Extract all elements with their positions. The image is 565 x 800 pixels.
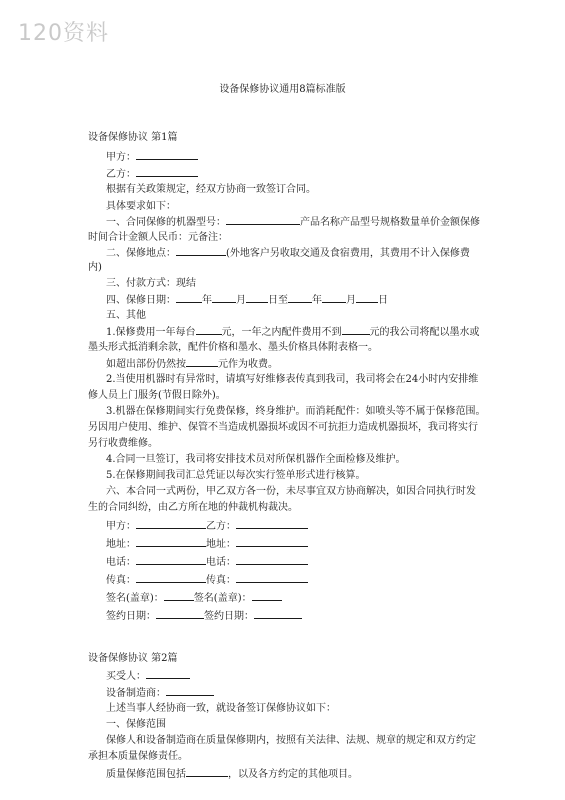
item-3: 3.机器在保修期间实行免费保修，终身维护。而消耗配件：如喷头等不属于保修范围。 <box>106 406 486 417</box>
section-2-heading: 设备保修协议 第2篇 <box>88 653 178 664</box>
party-b-line: 乙方： <box>106 166 198 182</box>
intro-text: 根据有关政策规定，经双方协商一致签订合同。 <box>106 184 316 195</box>
clause-6-cont: 生的合同纠纷，由乙方所在地的仲裁机构裁决。 <box>88 502 298 513</box>
requirements-label: 具体要求如下： <box>106 201 176 212</box>
buyer-line: 买受人： <box>106 668 190 684</box>
signature-date-row: 签约日期： 签约日期： <box>106 608 302 624</box>
section-1-heading: 设备保修协议 第1篇 <box>88 132 178 143</box>
clause-4-dates: 四、保修日期： 年 月 日至 年 月 日 <box>106 292 388 308</box>
clause-3: 三、付款方式：现结 <box>106 278 196 289</box>
watermark-logo: 120资料 <box>18 21 109 46</box>
item-5: 5.在保修期间我司汇总凭证以每次实行签单形式进行核算。 <box>106 470 366 481</box>
clause-5: 五、其他 <box>106 310 146 321</box>
section-2-para-1-cont: 承担本质量保修责任。 <box>88 751 188 762</box>
party-a-line: 甲方： <box>106 149 198 165</box>
signature-fax-row: 传真： 传真： <box>106 572 308 588</box>
clause-1-cont: 时间合计金额人民币：元备注： <box>88 232 228 243</box>
section-2-intro: 上述当事人经协商一致，就设备签订保修协议如下： <box>106 703 336 714</box>
item-2-cont: 修人员上门服务(节假日除外)。 <box>88 390 226 401</box>
clause-2: 二、保修地点： (外地客户另收取交通及食宿费用，其费用不计入保修费 <box>106 245 470 261</box>
clause-6: 六、本合同一式两份，甲乙双方各一份，未尽事宜双方协商解决，如因合同执行时发 <box>106 486 476 497</box>
item-2: 2.当使用机器时有异常时，请填写好维修表传真到我司，我司将会在24小时内安排维 <box>106 374 479 385</box>
item-1: 1.保修费用一年每台 元，一年之内配件费用不到 元的我公司将配以墨水或 <box>106 324 480 340</box>
section-2-clause-1: 一、保修范围 <box>106 719 166 730</box>
item-1-extra: 如超出部份仍然按 元作为收费。 <box>106 356 278 372</box>
section-2-para-2: 质量保修范围包括 ，以及各方约定的其他项目。 <box>106 766 358 782</box>
signature-phone-row: 电话： 电话： <box>106 554 308 570</box>
section-2-para-1: 保修人和设备制造商在质量保修期内，按照有关法律、法规、规章的规定和双方约定 <box>106 735 476 746</box>
signature-sign-row: 签名(盖章)： 签名(盖章)： <box>106 590 282 606</box>
signature-party-row: 甲方： 乙方： <box>106 518 308 534</box>
item-4: 4.合同一旦签订，我司将安排技术员对所保机器作全面检修及维护。 <box>106 454 406 465</box>
item-1-cont: 墨头形式抵消剩余款，配件价格和墨水、墨头价格具体附表格一。 <box>88 342 378 353</box>
document-title: 设备保修协议通用8篇标准版 <box>219 84 346 95</box>
signature-address-row: 地址： 地址： <box>106 536 308 552</box>
clause-2-cont: 内) <box>88 262 102 273</box>
item-3-cont: 另因用户使用、维护、保管不当造成机器损坏或因不可抗拒力造成机器损坏，我司将实行 <box>88 422 478 433</box>
clause-1: 一、合同保修的机器型号： 产品名称产品型号规格数量单价金额保修 <box>106 214 480 230</box>
manufacturer-line: 设备制造商： <box>106 685 214 701</box>
item-3-cont-2: 另行收费维修。 <box>88 438 158 449</box>
